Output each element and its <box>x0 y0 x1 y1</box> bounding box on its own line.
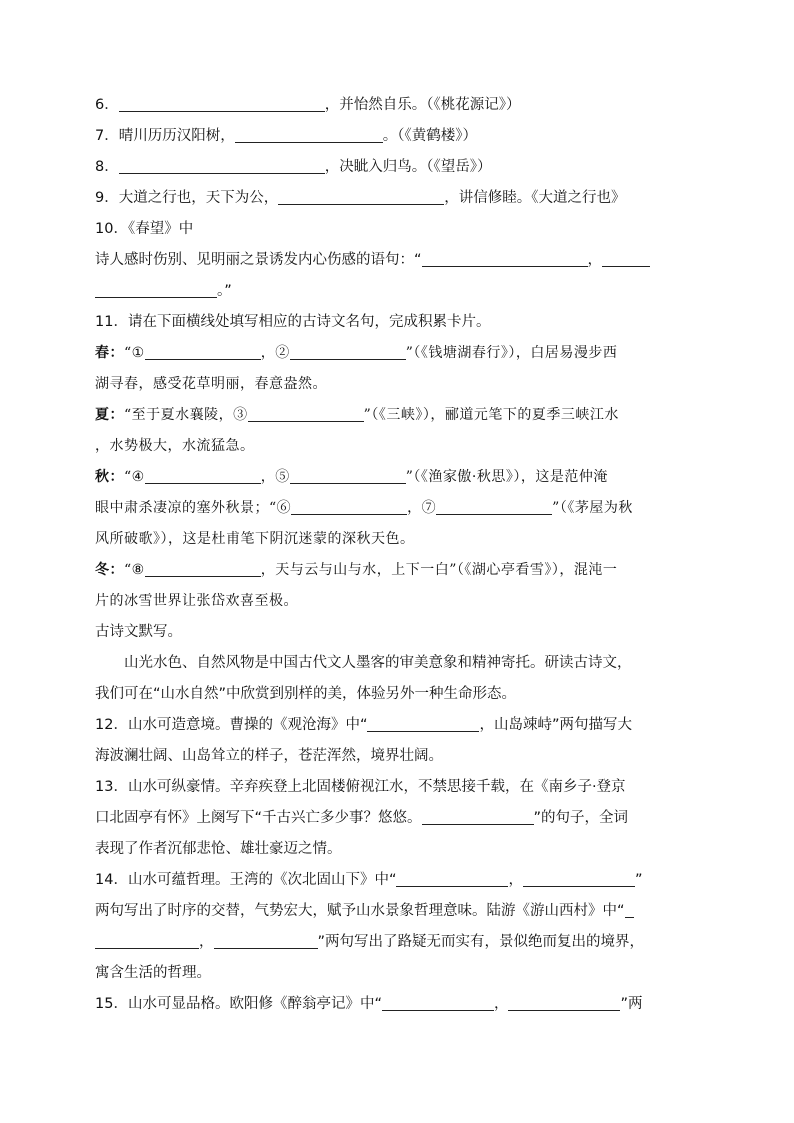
spring-label: 春： <box>95 345 124 361</box>
q15-text-b: ， <box>493 996 509 1012</box>
spring-blank-2[interactable] <box>290 343 406 360</box>
q7-blank[interactable] <box>235 126 383 143</box>
q14-blank-2[interactable] <box>523 870 635 887</box>
q11-summer-line <box>95 400 700 431</box>
summer-text-b: ”（《三峡》），郦道元笔下的夏季三峡江水 <box>363 407 619 423</box>
q13-text-b: 口北固亭有怀》上阕写下“千古兴亡多少事？悠悠。 <box>95 810 422 826</box>
q7-text-before: 7．晴川历历汉阳树， <box>95 128 235 144</box>
question-11-title: 11．请在下面横线处填写相应的古诗文名句，完成积累卡片。 <box>95 314 491 330</box>
q11-autumn-line-2 <box>95 493 700 524</box>
q10-prompt: 诗人感时伤别、见明丽之景诱发内心伤感的语句：“ <box>95 252 422 268</box>
question-14-line-4: 寓含生活的哲理。 <box>95 965 211 981</box>
autumn-text-e: ，⑦ <box>407 500 437 516</box>
q14-blank-4[interactable] <box>214 932 318 949</box>
autumn-text-f: ”（《茅屋为秋 <box>552 500 633 516</box>
q11-spring-line-2: 湖寻春，感受花草明丽，春意盎然。 <box>95 376 327 392</box>
section-title: 古诗文默写。 <box>95 624 182 640</box>
winter-blank-8[interactable] <box>145 560 261 577</box>
question-12-line-2: 海波澜壮阔、山岛耸立的样子，苍茫浑然，境界壮阔。 <box>95 748 443 764</box>
q14-text-c: ” <box>634 872 643 888</box>
q9-blank[interactable] <box>278 188 444 205</box>
spring-blank-1[interactable] <box>145 343 261 360</box>
section-intro-1: 山光水色、自然风物是中国古代文人墨客的审美意象和精神寄托。研读古诗文， <box>124 655 632 671</box>
summer-blank-3[interactable] <box>248 405 364 422</box>
q14-text-f: ”两句写出了路疑无而实有，景似绝而复出的境界， <box>317 934 645 950</box>
spring-text-b: ，② <box>260 345 290 361</box>
spring-text-a: “① <box>124 345 145 361</box>
q10-blank-2a[interactable] <box>602 250 650 267</box>
autumn-blank-4[interactable] <box>145 467 261 484</box>
q7-text-after: 。（《黄鹤楼》） <box>382 128 477 144</box>
q14-blank-3a[interactable] <box>625 901 634 918</box>
q11-winter-line <box>95 555 700 586</box>
q12-blank[interactable] <box>367 715 479 732</box>
question-9 <box>95 183 700 214</box>
autumn-text-c: ”（《渔家傲·秋思》），这是范仲淹 <box>405 469 608 485</box>
autumn-blank-5[interactable] <box>290 467 406 484</box>
question-7 <box>95 121 700 152</box>
question-14-line-2 <box>95 896 700 927</box>
q15-text-c: ”两 <box>620 996 643 1012</box>
question-10-line-2 <box>95 276 700 307</box>
summer-label: 夏： <box>95 407 124 423</box>
q14-text-b: ， <box>508 872 523 888</box>
spring-text-c: ”（《钱塘湖春行》），白居易漫步西 <box>405 345 618 361</box>
winter-label: 冬： <box>95 562 124 578</box>
q9-text-before: 9．大道之行也，天下为公， <box>95 190 279 206</box>
q10-end: 。” <box>217 283 232 299</box>
q6-blank[interactable] <box>119 95 325 112</box>
question-13-line-2 <box>95 803 700 834</box>
q11-autumn-line-3: 风所破歌》），这是杜甫笔下阴沉迷蒙的深秋天色。 <box>95 531 415 547</box>
q9-text-after: ，讲信修睦。《大道之行也》 <box>444 190 626 206</box>
autumn-text-d: 眼中肃杀凄凉的塞外秋景；“⑥ <box>95 500 292 516</box>
q12-text-a: 12．山水可造意境。曹操的《观沧海》中“ <box>95 717 368 733</box>
q14-text-e: ， <box>199 934 214 950</box>
winter-text-b: ，天与云与山与水，上下一白”（《湖心亭看雪》），混沌一 <box>260 562 618 578</box>
q6-text: ，并怡然自乐。（《桃花源记》） <box>324 97 521 113</box>
question-14 <box>95 865 700 896</box>
q11-spring-line <box>95 338 700 369</box>
autumn-text-b: ，⑤ <box>260 469 290 485</box>
autumn-text-a: “④ <box>124 469 145 485</box>
question-10-title: 10．《春望》中 <box>95 221 194 237</box>
q8-blank[interactable] <box>119 157 325 174</box>
q11-winter-line-2: 片的冰雪世界让张岱欢喜至极。 <box>95 593 298 609</box>
q12-text-b: ，山岛竦峙”两句描写大 <box>479 717 632 733</box>
question-12 <box>95 710 700 741</box>
q14-blank-3b[interactable] <box>95 932 199 949</box>
section-intro-2: 我们可在“山水自然”中欣赏到别样的美，体验另外一种生命形态。 <box>95 686 517 702</box>
q15-text-a: 15．山水可显品格。欧阳修《醉翁亭记》中“ <box>95 996 382 1012</box>
document-page <box>95 90 700 1020</box>
question-15 <box>95 989 700 1020</box>
question-8 <box>95 152 700 183</box>
q13-text-c: ”的句子，全词 <box>533 810 629 826</box>
summer-text-a: “至于夏水襄陵，③ <box>124 407 248 423</box>
q10-blank-2b[interactable] <box>95 281 217 298</box>
q14-text-d: 两句写出了时序的交替，气势宏大，赋予山水景象哲理意味。陆游《游山西村》中“ <box>95 903 625 919</box>
q15-blank-1[interactable] <box>382 994 494 1011</box>
q8-number: 8． <box>95 159 119 175</box>
q6-number: 6． <box>95 97 119 113</box>
question-13: 13．山水可纵豪情。辛弃疾登上北固楼俯视江水，不禁思接千载，在《南乡子·登京 <box>95 779 626 795</box>
question-13-line-3: 表现了作者沉郁悲怆、雄壮豪迈之情。 <box>95 841 342 857</box>
q10-blank-1[interactable] <box>422 250 588 267</box>
question-6 <box>95 90 700 121</box>
autumn-blank-7[interactable] <box>436 498 552 515</box>
q13-blank[interactable] <box>422 808 534 825</box>
q10-comma: ， <box>587 252 603 268</box>
q14-text-a: 14．山水可蕴哲理。王湾的《次北固山下》中“ <box>95 872 397 888</box>
q11-autumn-line <box>95 462 700 493</box>
question-14-line-3 <box>95 927 700 958</box>
autumn-blank-6[interactable] <box>291 498 407 515</box>
q14-blank-1[interactable] <box>396 870 508 887</box>
winter-text-a: “⑧ <box>124 562 145 578</box>
question-10-line <box>95 245 700 276</box>
q15-blank-2[interactable] <box>508 994 620 1011</box>
q8-text: ，决眦入归鸟。（《望岳》） <box>324 159 492 175</box>
autumn-label: 秋： <box>95 469 124 485</box>
q11-summer-line-2: ，水势极大，水流猛急。 <box>95 438 255 454</box>
